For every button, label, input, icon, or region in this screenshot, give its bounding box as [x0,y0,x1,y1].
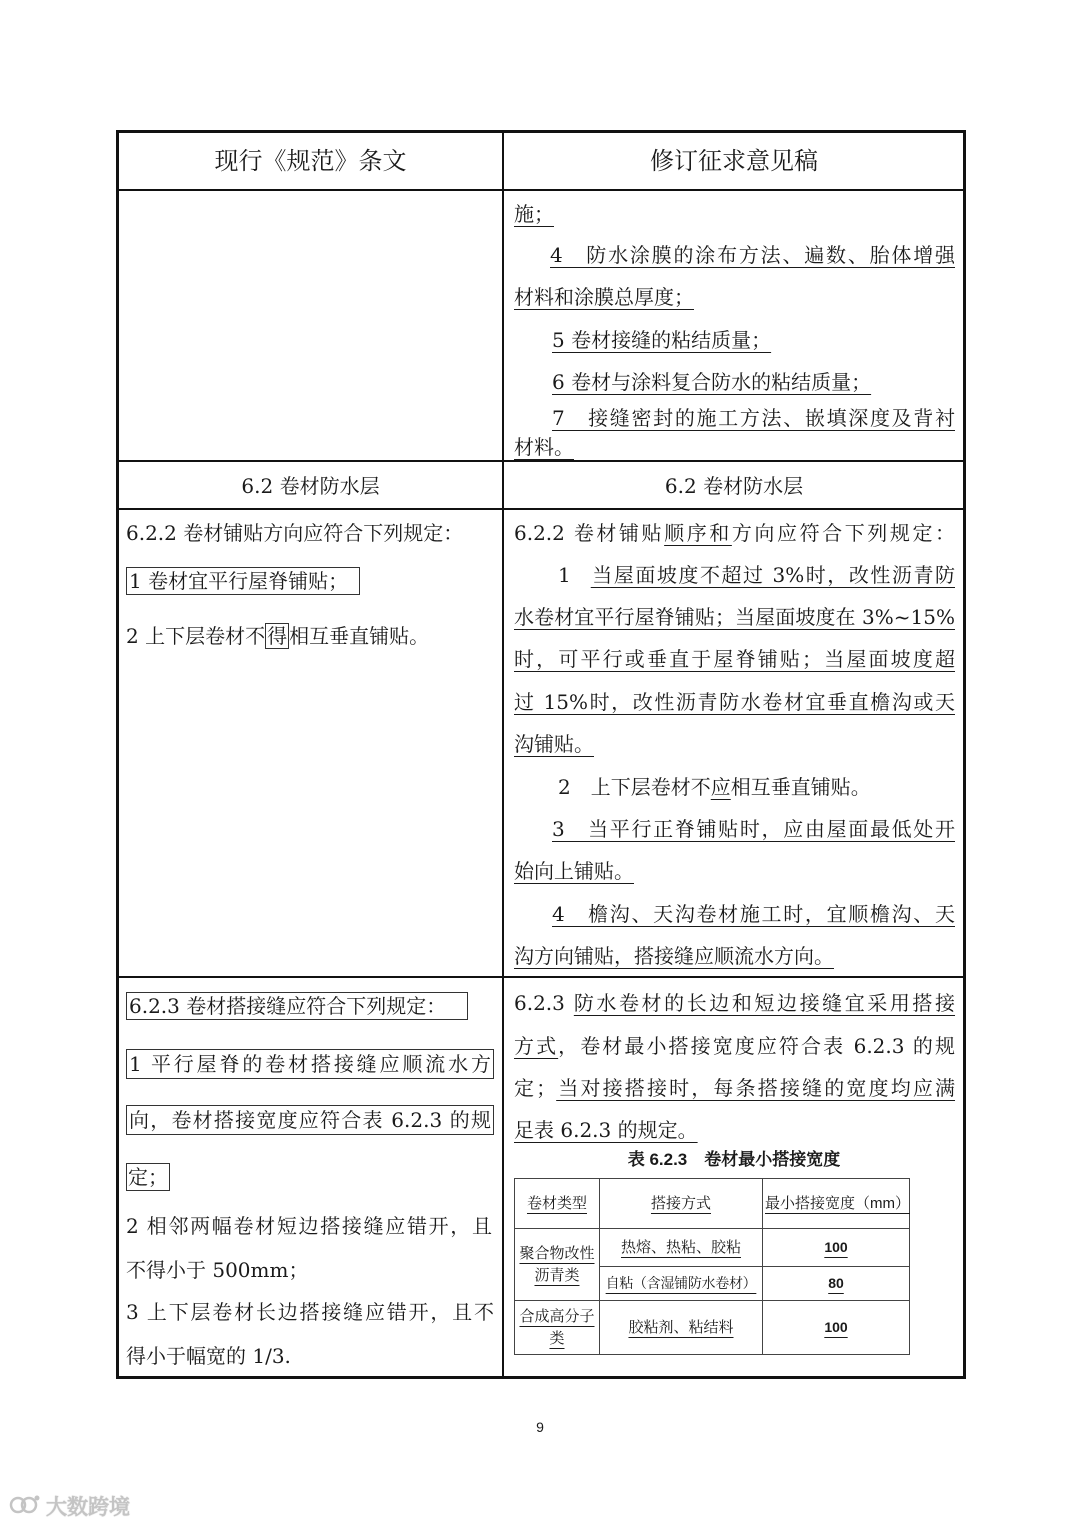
clause-623-revised-line [514,1075,955,1101]
title-text-a: 6.2.2 卷材铺贴 [514,521,665,545]
revised-text-line: 施； [514,202,554,226]
revised-text-line: 4 防水涂膜的涂布方法、遍数、胎体增强 [550,243,955,267]
clause-623-revised-line [514,990,955,1016]
value-text: 100 [824,1319,848,1335]
item2-marked-char: 得 [267,624,288,648]
item-number: 1 [558,563,571,587]
revised-text-line: 材料和涂膜总厚度； [514,285,694,309]
table-caption: 表 6.2.3 卷材最小搭接宽度 [627,1150,841,1169]
row-divider [117,976,965,978]
clause-622-revised-item2-line [558,774,871,800]
clause-622-current-item2 [126,623,429,649]
clause-623-current-item1-line: 定； [128,1165,168,1189]
column-header-revised: 修订征求意见稿 [650,147,818,175]
table-header-cell [515,1179,600,1229]
watermark-text: 大数跨境 [46,1495,130,1519]
revised-text-line: 6 卷材与涂料复合防水的粘结质量； [552,370,872,394]
table-cell-method [600,1301,763,1355]
item2-text-a: 2 上下层卷材不 [126,624,266,648]
line2-inserted-text: 方式 [514,1034,559,1058]
clause-623-current-item3-line: 得小于幅宽的 1/3. [126,1344,291,1368]
type-text: 聚合物改性沥青类 [519,1244,595,1284]
clause-623-current-item1-boxed [126,1049,494,1079]
table-header-cell [600,1179,763,1229]
row-divider [117,508,965,510]
table-cell-type [515,1229,600,1301]
clause-622-revised-item3-line: 始向上铺贴。 [514,859,634,883]
clause-623-current-item2-line: 2 相邻两幅卷材短边搭接缝应错开，且 [126,1214,492,1238]
revised-text-line: 5 卷材接缝的粘结质量； [552,328,772,352]
section-heading-current: 6.2 卷材防水层 [241,474,380,498]
header-type: 卷材类型 [526,1194,587,1212]
header-row-divider [117,189,965,191]
clause-622-revised-item4-line: 4 檐沟、天沟卷材施工时，宜顺檐沟、天 [552,902,955,926]
watermark-logo-icon [8,1492,42,1521]
item1-inserted-text: 当屋面坡度不超过 3%时，改性沥青防 [590,563,955,587]
clause-622-revised-item1-line: 过 15%时，改性沥青防水卷材宜垂直檐沟或天 [514,690,955,714]
clause-622-revised-title [514,520,955,546]
line2-text-b: ，卷材最小搭接宽度应符合表 6.2.3 的规 [558,1034,955,1058]
method-text: 胶粘剂、粘结料 [628,1318,734,1336]
table-cell-value [763,1301,910,1355]
clause-623-current-item1-line: 1 平行屋脊的卷材搭接缝应顺流水方 [129,1052,491,1076]
header-method: 搭接方式 [650,1194,711,1212]
watermark [8,1490,130,1522]
value-text: 80 [828,1275,844,1291]
item2-text-a: 上下层卷材不 [590,775,711,799]
revised-text-line: 材料。 [514,435,574,459]
table-header-cell [763,1179,910,1229]
type-text: 合成高分子类 [519,1307,595,1347]
clause-623-current-item1-boxed [126,1105,494,1135]
revised-text-line: 7 接缝密封的施工方法、嵌填深度及背衬 [552,406,955,430]
clause-623-revised-line [514,1033,955,1059]
column-divider [502,131,504,1378]
title-text-c: 方向应符合下列规定： [731,521,956,545]
min-lap-width-table [514,1178,910,1355]
section-heading-revised: 6.2 卷材防水层 [664,474,804,498]
table-cell-value [763,1229,910,1267]
clause-623-current-item3-line: 3 上下层卷材长边搭接缝应错开，且不 [126,1300,494,1324]
clause-622-current-title: 6.2.2 卷材铺贴方向应符合下列规定： [126,521,464,545]
item2-inserted-char: 应 [710,775,731,799]
clause-622-current-item1-boxed [126,567,360,595]
clause-622-revised-item3-line: 3 当平行正脊铺贴时，应由屋面最低处开 [552,817,955,841]
method-text: 自粘（含湿铺防水卷材） [605,1275,757,1291]
row-divider [117,460,965,462]
line1-text-a: 6.2.3 [514,991,574,1015]
item2-text-c: 相互垂直铺贴。 [730,775,871,799]
line3-inserted-text: 当对接搭接时，每条搭接缝的宽度均应满 [556,1076,956,1100]
item2-text-c: 相互垂直铺贴。 [289,624,430,648]
clause-623-current-item2-line: 不得小于 500mm； [126,1258,309,1282]
clause-623-current-title-boxed [126,992,468,1020]
item-number: 2 [558,775,571,799]
clause-623-current-item1-boxed [126,1163,170,1191]
page-number: 9 [536,1419,544,1435]
line3-text-a: 定； [514,1076,557,1100]
clause-622-current-item1: 1 卷材宜平行屋脊铺贴； [129,569,349,593]
table-cell-type [515,1301,600,1355]
clause-622-revised-item1-line: 时，可平行或垂直于屋脊铺贴；当屋面坡度超 [514,647,955,671]
table-row [515,1301,910,1355]
clause-623-current-item1-line: 向，卷材搭接宽度应符合表 6.2.3 的规 [129,1108,491,1132]
clause-623-revised-line: 足表 6.2.3 的规定。 [514,1118,698,1142]
line1-inserted-text: 防水卷材的长边和短边接缝宜采用搭接 [573,991,956,1015]
clause-623-current-title: 6.2.3 卷材搭接缝应符合下列规定： [129,994,447,1018]
clause-622-revised-item1-line: 水卷材宜平行屋脊铺贴；当屋面坡度在 3%~15% [514,605,955,629]
table-row [515,1229,910,1267]
clause-622-revised-item1-line: 沟铺贴。 [514,732,594,756]
table-cell-method [600,1229,763,1267]
value-text: 100 [824,1239,848,1255]
method-text: 热熔、热粘、胶粘 [620,1238,741,1256]
table-cell-value [763,1267,910,1301]
table-header-row [515,1179,910,1229]
clause-622-revised-item4-line: 沟方向铺贴，搭接缝应顺流水方向。 [514,944,834,968]
title-inserted-text: 顺序和 [664,521,732,545]
header-min-width: 最小搭接宽度（mm） [765,1194,910,1212]
clause-622-revised-item1-line [558,562,955,588]
column-header-current: 现行《规范》条文 [214,147,407,175]
table-cell-method [600,1267,763,1301]
